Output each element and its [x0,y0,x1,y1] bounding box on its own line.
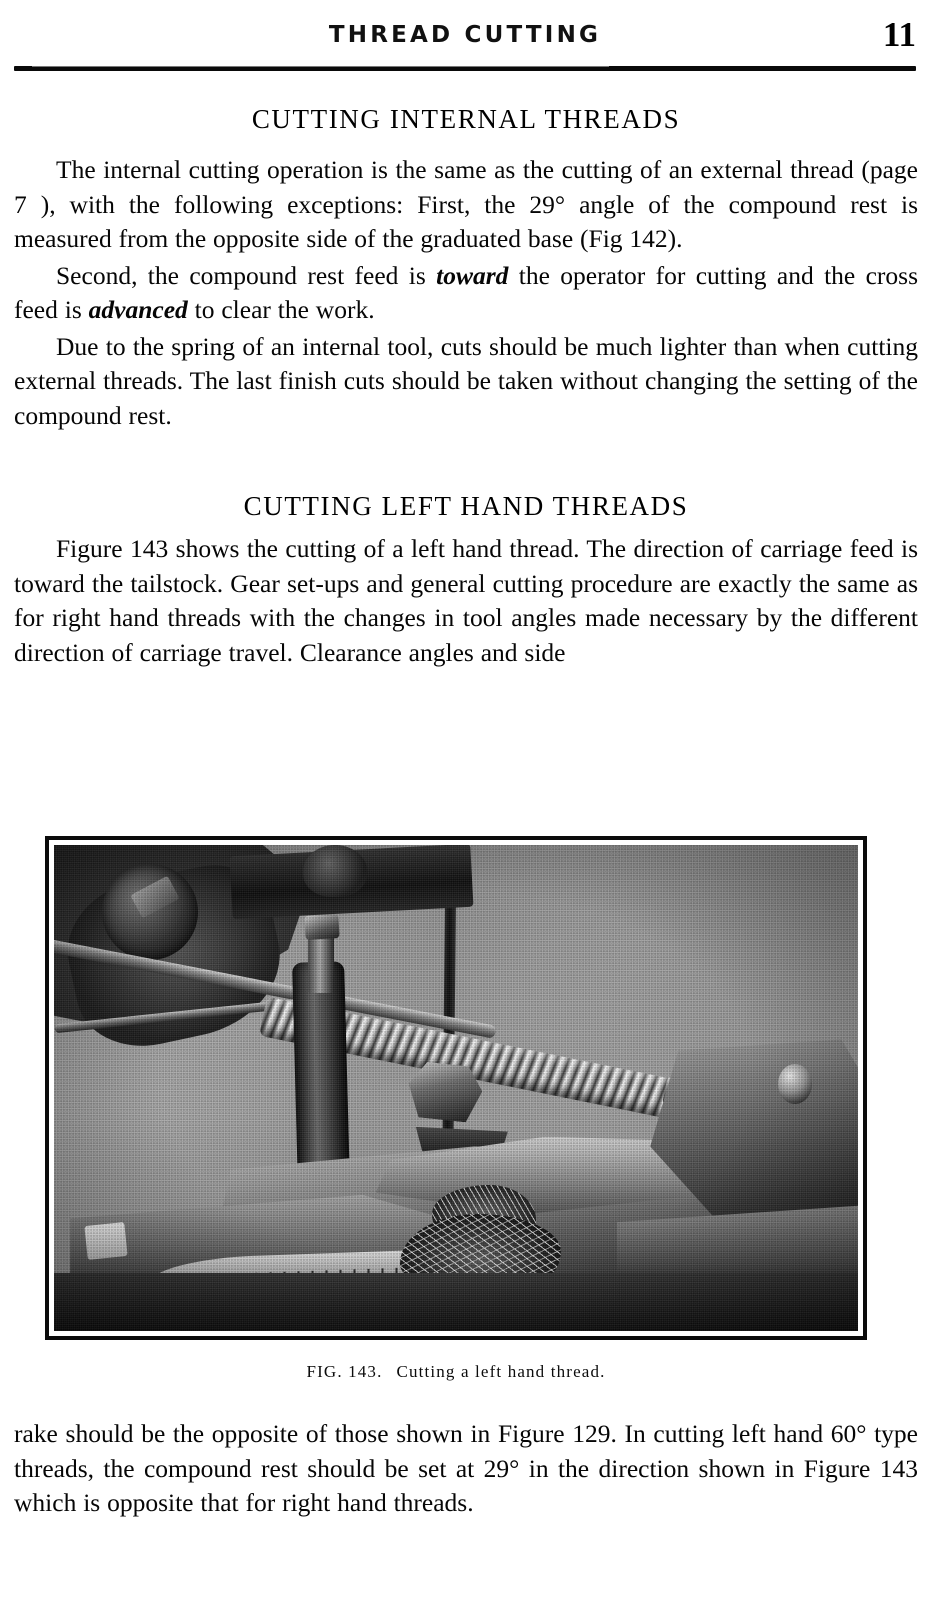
photo-vignette [54,845,858,1331]
paragraph-closing: rake should be the opposite of those shown in Figure 129. In cutting left hand 60° type threads, the compound rest should be set at 29° in the direction shown in Figure 143 which is opposite that for right hand threads. [14,1419,918,1517]
running-head [14,15,916,64]
paragraph-internal-2-tail: to clear the work. [187,295,375,324]
emphasis-toward: toward [436,260,509,290]
paragraph-internal-2 [14,259,918,328]
header-rule [14,66,916,71]
lathe-photograph [54,845,858,1331]
section-heading-left-hand-threads: CUTTING LEFT HAND THREADS [243,491,689,521]
paragraph-internal-2-mid: the operator for cutting and the cross feed is [14,260,919,324]
emphasis-advanced: advanced [88,295,188,324]
paragraph-internal-3: Due to the spring of an internal tool, cuts should be much lighter than when cutting external threads. The last finish cuts should be taken without changing the setting of the compound rest. [14,331,918,430]
body-content [14,104,918,672]
figure-caption-number: FIG. 143. [306,1362,383,1381]
section-spacer [14,435,918,491]
closing-block [14,1417,918,1523]
running-head-title: THREAD CUTTING [328,22,602,48]
paragraph-internal-1: The internal cutting operation is the same as the cutting of an external thread (page 7 ), with the following exceptions: First, the 29° angle of the compound rest is measured from the opposite side of the graduated base (Fig 142). [14,155,918,253]
paragraph-internal-2-lead: Second, the compound rest feed is [56,260,437,290]
paragraph-left-hand-1: Figure 143 shows the cutting of a left hand thread. The direction of carriage feed is toward the tailstock. Gear set-ups and general cutting procedure are exactly the same as for right hand threads with the changes in tool angles made necessary by the different direction of carriage travel. Clearance angles and side [14,534,918,667]
photo-frame [45,836,867,1340]
figure-caption [45,1362,867,1382]
figure-143 [45,836,867,1382]
page-number: 11 [882,15,916,54]
section-heading-internal-threads: CUTTING INTERNAL THREADS [251,104,681,134]
figure-caption-text: Cutting a left hand thread. [396,1362,606,1381]
